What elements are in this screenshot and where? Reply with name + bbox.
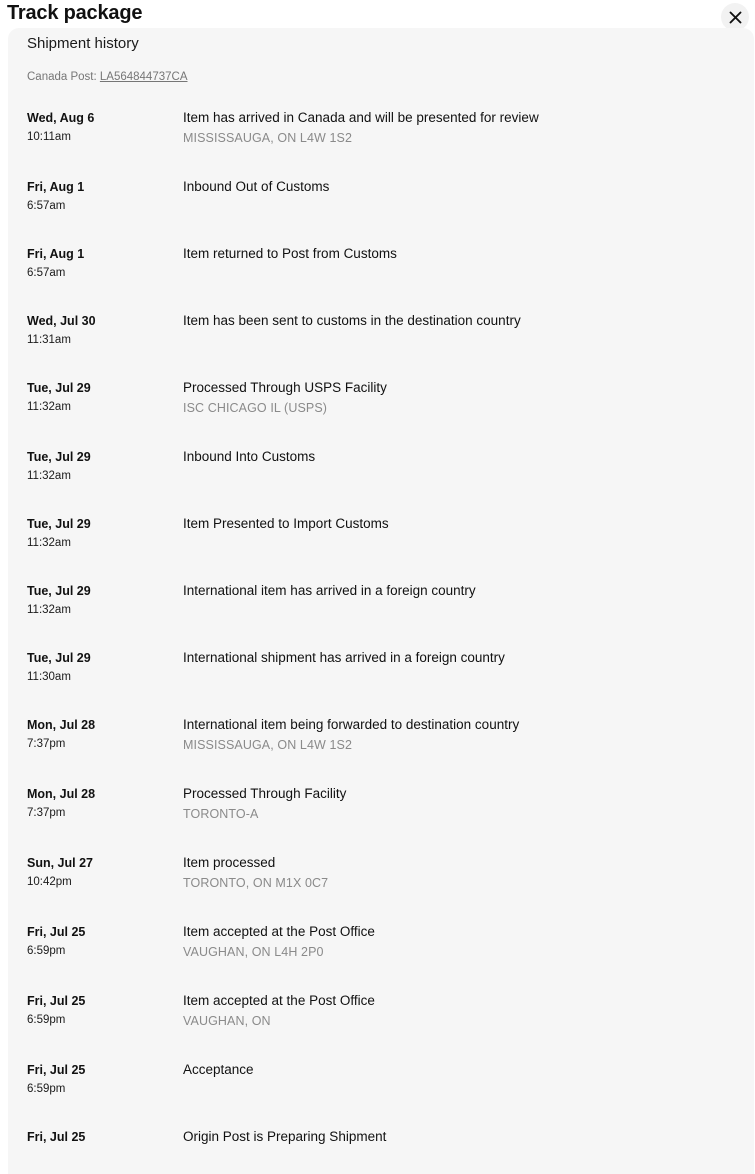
event-details — [183, 647, 754, 668]
event-datetime — [27, 1126, 183, 1147]
event-datetime — [27, 310, 183, 350]
event-datetime — [27, 852, 183, 892]
event-details — [183, 446, 754, 467]
event-location: ISC CHICAGO IL (USPS) — [183, 401, 328, 415]
event-details — [183, 1126, 754, 1147]
shipment-event-row — [8, 714, 754, 783]
event-description: Inbound Into Customs — [183, 449, 316, 464]
close-icon — [729, 11, 742, 24]
event-time: 11:32am — [27, 537, 71, 549]
dialog-header — [0, 0, 755, 28]
event-date: Wed, Aug 6 — [27, 111, 95, 125]
event-description: Item has been sent to customs in the destination country — [183, 313, 521, 328]
event-datetime — [27, 243, 183, 283]
event-date: Tue, Jul 29 — [27, 517, 91, 531]
event-datetime — [27, 990, 183, 1030]
event-description: Item accepted at the Post Office — [183, 924, 375, 939]
event-time: 6:57am — [27, 267, 66, 279]
shipment-event-row — [8, 243, 754, 310]
close-button[interactable] — [721, 3, 749, 31]
event-description: International item being forwarded to destination country — [183, 717, 520, 732]
event-datetime — [27, 513, 183, 553]
shipment-event-row — [8, 377, 754, 446]
event-details — [183, 243, 754, 264]
event-datetime — [27, 1059, 183, 1099]
event-date: Tue, Jul 29 — [27, 584, 91, 598]
event-description: Item has arrived in Canada and will be presented for review — [183, 110, 539, 125]
event-details — [183, 783, 754, 825]
event-datetime — [27, 107, 183, 147]
event-time: 10:42pm — [27, 876, 72, 888]
event-date: Fri, Jul 25 — [27, 925, 86, 939]
event-description: Processed Through Facility — [183, 786, 347, 801]
event-time: 11:32am — [27, 401, 71, 413]
event-details — [183, 107, 754, 149]
event-location: MISSISSAUGA, ON L4W 1S2 — [183, 131, 353, 145]
event-description: Item processed — [183, 855, 276, 870]
shipment-event-row — [8, 107, 754, 176]
event-date: Mon, Jul 28 — [27, 718, 96, 732]
event-time: 6:59pm — [27, 1014, 66, 1026]
event-details — [183, 377, 754, 419]
event-datetime — [27, 446, 183, 486]
event-datetime — [27, 921, 183, 961]
shipment-event-row — [8, 580, 754, 647]
event-time: 11:32am — [27, 470, 71, 482]
event-date: Wed, Jul 30 — [27, 314, 96, 328]
event-datetime — [27, 783, 183, 823]
event-time: 10:11am — [27, 131, 71, 143]
event-date: Fri, Aug 1 — [27, 180, 85, 194]
event-details — [183, 714, 754, 756]
event-date: Tue, Jul 29 — [27, 381, 91, 395]
event-datetime — [27, 377, 183, 417]
event-datetime — [27, 647, 183, 687]
event-details — [183, 852, 754, 894]
event-details — [183, 990, 754, 1032]
event-date: Fri, Jul 25 — [27, 1130, 86, 1144]
section-title: Shipment history — [27, 35, 139, 52]
event-description: Processed Through USPS Facility — [183, 380, 387, 395]
shipment-history-panel — [8, 28, 754, 1174]
event-details — [183, 513, 754, 534]
event-location: TORONTO-A — [183, 807, 259, 821]
shipment-event-row — [8, 647, 754, 714]
event-date: Mon, Jul 28 — [27, 787, 96, 801]
event-details — [183, 176, 754, 197]
shipment-event-row — [8, 990, 754, 1059]
shipment-event-row — [8, 310, 754, 377]
event-description: Origin Post is Preparing Shipment — [183, 1129, 387, 1144]
event-details — [183, 921, 754, 963]
event-description: Item Presented to Import Customs — [183, 516, 389, 531]
shipment-event-row — [8, 176, 754, 243]
event-description: International item has arrived in a foreign country — [183, 583, 476, 598]
event-description: Acceptance — [183, 1062, 254, 1077]
event-description: Item accepted at the Post Office — [183, 993, 375, 1008]
event-description: International shipment has arrived in a foreign country — [183, 650, 505, 665]
event-location: MISSISSAUGA, ON L4W 1S2 — [183, 738, 353, 752]
event-location: TORONTO, ON M1X 0C7 — [183, 876, 329, 890]
event-time: 11:30am — [27, 671, 71, 683]
event-time: 6:59pm — [27, 1083, 66, 1095]
event-datetime — [27, 176, 183, 216]
event-date: Sun, Jul 27 — [27, 856, 93, 870]
shipment-event-row — [8, 1059, 754, 1126]
event-location: VAUGHAN, ON — [183, 1014, 271, 1028]
event-details — [183, 310, 754, 331]
shipment-event-row — [8, 783, 754, 852]
event-time: 7:37pm — [27, 807, 66, 819]
shipment-event-row — [8, 446, 754, 513]
event-date: Fri, Aug 1 — [27, 247, 85, 261]
event-details — [183, 1059, 754, 1080]
tracking-number-link[interactable]: LA564844737CA — [99, 71, 188, 83]
event-time: 6:59pm — [27, 945, 66, 957]
shipment-event-row — [8, 921, 754, 990]
event-time: 11:32am — [27, 604, 71, 616]
carrier-tracking-line — [8, 54, 754, 85]
shipment-event-row — [8, 1126, 754, 1174]
shipment-event-row — [8, 513, 754, 580]
event-time: 6:57am — [27, 200, 66, 212]
event-date: Tue, Jul 29 — [27, 450, 91, 464]
event-time: 7:37pm — [27, 738, 66, 750]
event-time: 11:31am — [27, 334, 71, 346]
shipment-event-row — [8, 852, 754, 921]
event-description: Item returned to Post from Customs — [183, 246, 397, 261]
carrier-label: Canada Post: — [27, 71, 97, 83]
event-date: Tue, Jul 29 — [27, 651, 91, 665]
event-datetime — [27, 580, 183, 620]
event-datetime — [27, 714, 183, 754]
page-title: Track package — [7, 2, 143, 24]
event-date: Fri, Jul 25 — [27, 994, 86, 1008]
event-details — [183, 580, 754, 601]
event-location: VAUGHAN, ON L4H 2P0 — [183, 945, 324, 959]
event-description: Inbound Out of Customs — [183, 179, 330, 194]
shipment-event-list — [8, 85, 754, 1174]
event-date: Fri, Jul 25 — [27, 1063, 86, 1077]
